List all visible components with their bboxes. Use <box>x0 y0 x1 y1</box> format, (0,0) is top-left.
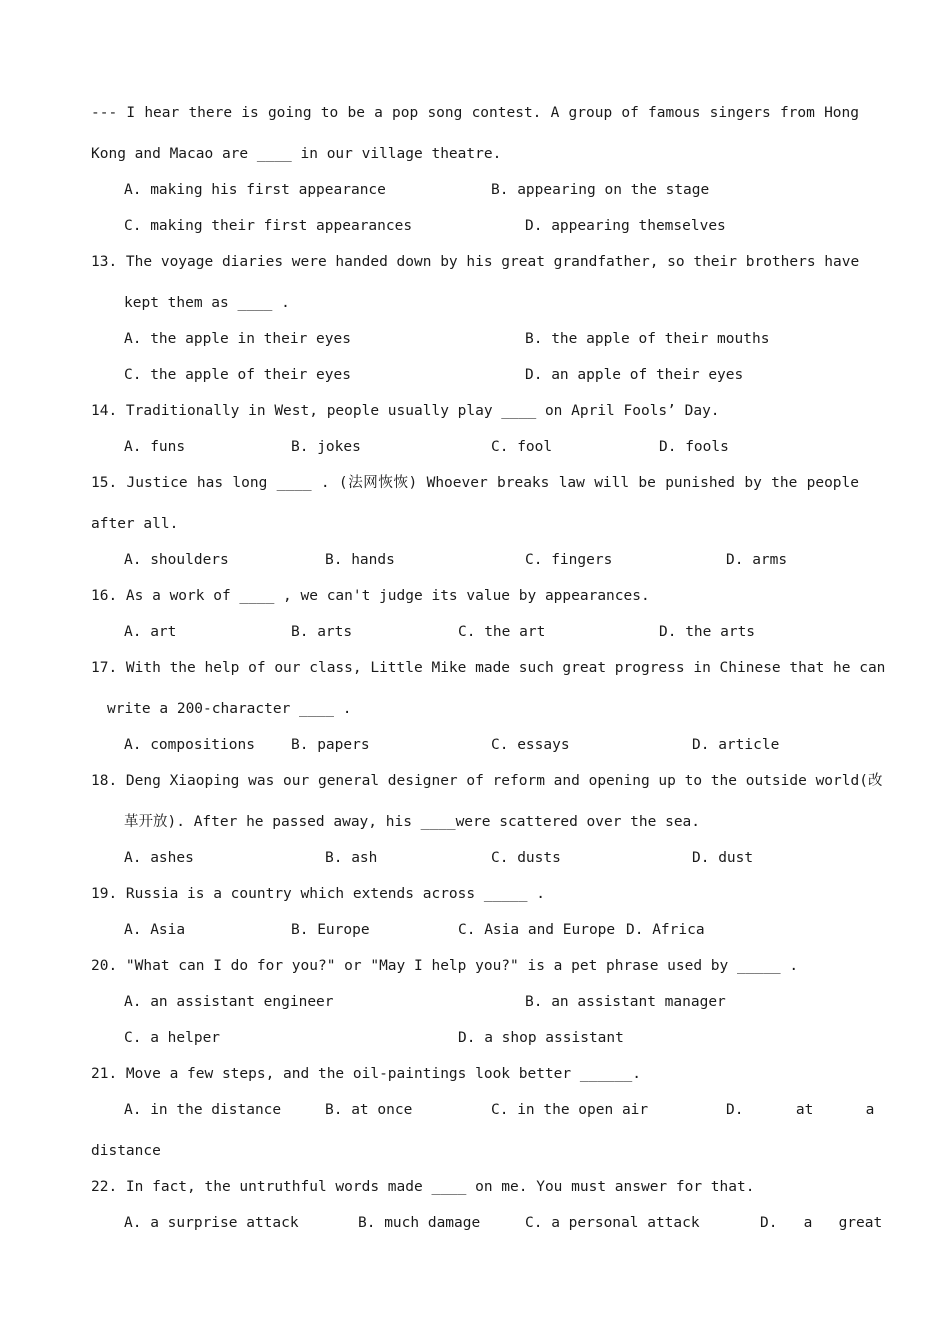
q12-stem-line-2: Kong and Macao are ____ in our village theatre. <box>91 146 502 162</box>
q15-option-d: D. arms <box>726 552 788 568</box>
q16-option-d: D. the arts <box>659 624 756 640</box>
q16-option-a: A. art <box>124 624 177 640</box>
q18-option-b: B. ash <box>325 850 378 866</box>
q16-option-b: B. arts <box>291 624 353 640</box>
q22-option-b: B. much damage <box>358 1215 481 1231</box>
q14-option-b: B. jokes <box>291 439 361 455</box>
q13-option-b: B. the apple of their mouths <box>525 331 770 347</box>
q13-stem-line-1: 13. The voyage diaries were handed down by his great grandfather, so their brothers have <box>91 254 860 270</box>
q15-stem-line-1: 15. Justice has long ____ . (法网恢恢) Whoever breaks law will be punished by the people <box>91 475 859 491</box>
q15-option-b: B. hands <box>325 552 395 568</box>
q20-option-a: A. an assistant engineer <box>124 994 334 1010</box>
q20-option-b: B. an assistant manager <box>525 994 726 1010</box>
q19-stem-line-1: 19. Russia is a country which extends across _____ . <box>91 886 545 902</box>
q19-option-c: C. Asia and Europe <box>458 922 616 938</box>
q15-option-c: C. fingers <box>525 552 613 568</box>
q13-stem-line-2: kept them as ____ . <box>124 295 290 311</box>
q22-option-a: A. a surprise attack <box>124 1215 299 1231</box>
q22-stem-line-1: 22. In fact, the untruthful words made ____ on me. You must answer for that. <box>91 1179 755 1195</box>
q17-option-a: A. compositions <box>124 737 255 753</box>
q17-stem-line-1: 17. With the help of our class, Little Mike made such great progress in Chinese that he can <box>91 660 886 676</box>
q21-option-d-continued: distance <box>91 1143 161 1159</box>
q18-option-c: C. dusts <box>491 850 561 866</box>
q12-option-a: A. making his first appearance <box>124 182 386 198</box>
q21-option-c: C. in the open air <box>491 1102 649 1118</box>
q12-option-b: B. appearing on the stage <box>491 182 710 198</box>
q18-stem-line-2: 革开放). After he passed away, his ____were scattered over the sea. <box>124 814 701 830</box>
q18-stem-line-1: 18. Deng Xiaoping was our general designer of reform and opening up to the outside world(改 <box>91 773 883 789</box>
q20-option-c: C. a helper <box>124 1030 221 1046</box>
q21-option-d: D. at a <box>726 1102 875 1118</box>
q19-option-d: D. Africa <box>626 922 705 938</box>
q19-option-b: B. Europe <box>291 922 370 938</box>
q18-option-a: A. ashes <box>124 850 194 866</box>
q17-option-c: C. essays <box>491 737 570 753</box>
q17-option-b: B. papers <box>291 737 370 753</box>
q19-option-a: A. Asia <box>124 922 186 938</box>
q14-option-d: D. fools <box>659 439 729 455</box>
q17-option-d: D. article <box>692 737 780 753</box>
q16-option-c: C. the art <box>458 624 546 640</box>
q12-stem-line-1: --- I hear there is going to be a pop song contest. A group of famous singers from Hong <box>91 105 859 121</box>
q14-stem-line-1: 14. Traditionally in West, people usually play ____ on April Fools’ Day. <box>91 403 720 419</box>
q20-option-d: D. a shop assistant <box>458 1030 624 1046</box>
q21-stem-line-1: 21. Move a few steps, and the oil-paintings look better ______. <box>91 1066 641 1082</box>
q12-option-c: C. making their first appearances <box>124 218 413 234</box>
q13-option-d: D. an apple of their eyes <box>525 367 744 383</box>
q18-option-d: D. dust <box>692 850 754 866</box>
q21-option-b: B. at once <box>325 1102 413 1118</box>
q20-stem-line-1: 20. "What can I do for you?" or "May I help you?" is a pet phrase used by _____ . <box>91 958 799 974</box>
q22-option-d: D. a great <box>760 1215 883 1231</box>
q16-stem-line-1: 16. As a work of ____ , we can't judge its value by appearances. <box>91 588 650 604</box>
q13-option-a: A. the apple in their eyes <box>124 331 351 347</box>
q15-stem-line-2: after all. <box>91 516 179 532</box>
q14-option-a: A. funs <box>124 439 186 455</box>
q13-option-c: C. the apple of their eyes <box>124 367 351 383</box>
q14-option-c: C. fool <box>491 439 553 455</box>
q22-option-c: C. a personal attack <box>525 1215 700 1231</box>
q12-option-d: D. appearing themselves <box>525 218 726 234</box>
q17-stem-line-2: write a 200-character ____ . <box>107 701 352 717</box>
q15-option-a: A. shoulders <box>124 552 229 568</box>
q21-option-a: A. in the distance <box>124 1102 282 1118</box>
